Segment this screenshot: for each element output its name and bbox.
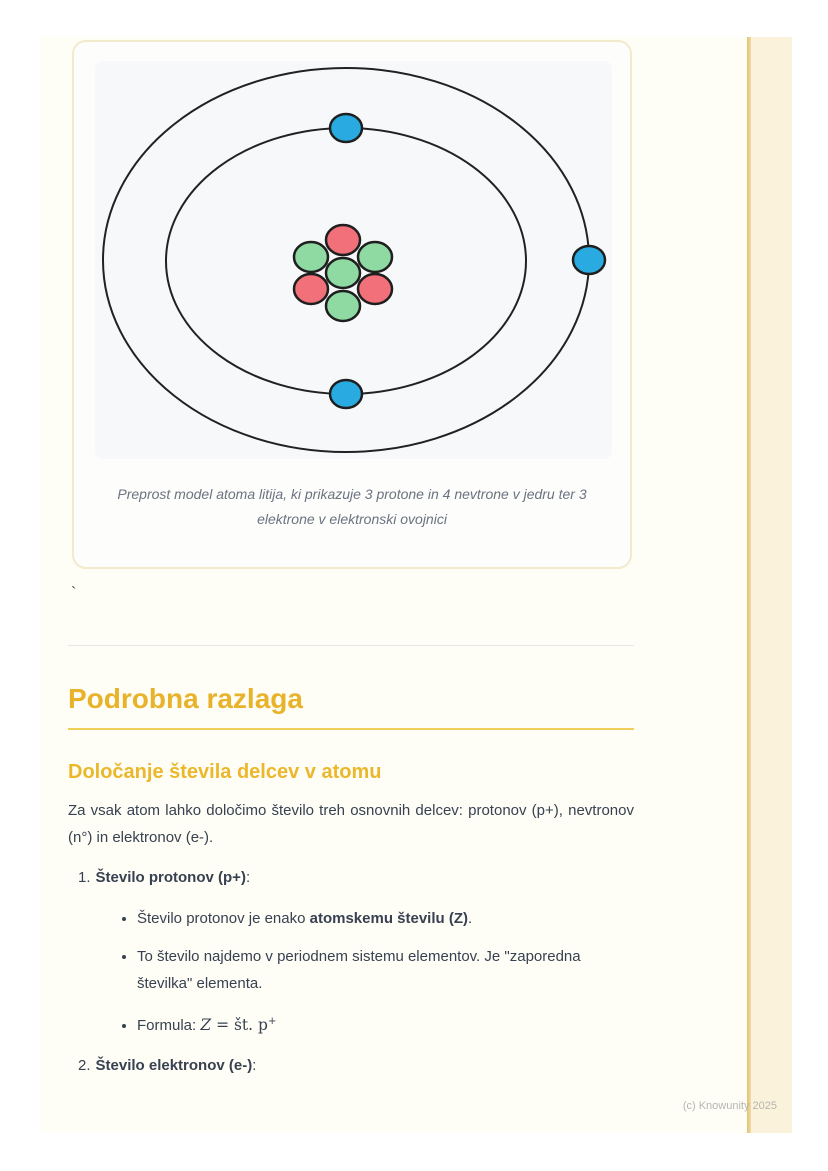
proton-particle — [326, 225, 360, 255]
page-right-margin-strip — [751, 37, 792, 1133]
list-item-electrons — [78, 1054, 634, 1078]
neutron-particle — [358, 242, 392, 272]
copyright-watermark: (c) Knowunity 2025 — [682, 1100, 777, 1112]
electron-particle — [330, 114, 362, 142]
list-item-colon: : — [252, 1057, 257, 1075]
electron-particle — [330, 380, 362, 408]
bullet-formula — [137, 1008, 598, 1039]
protons-bullet-list — [68, 905, 598, 1039]
document-page — [40, 37, 792, 1133]
atom-svg — [95, 61, 612, 459]
bullet-bold-text: atomskemu številu (Z) — [309, 910, 468, 927]
list-item-protons — [78, 866, 634, 890]
particle-count-list — [68, 866, 634, 1078]
section-divider — [68, 645, 634, 646]
list-item-number: 1. — [78, 869, 91, 886]
formula-math — [200, 1016, 276, 1034]
neutron-particle — [326, 291, 360, 321]
lithium-atom-diagram — [95, 61, 612, 459]
atom-figure-card[interactable] — [72, 40, 632, 569]
stray-backtick-text: ` — [71, 585, 77, 602]
bullet-text-end: . — [468, 910, 473, 927]
figure-caption: Preprost model atoma litija, ki prikazuje 3 protone in 4 nevtrone v jedru ter 3 elektrone v elektronski ovojnici — [117, 486, 587, 527]
electron-particle — [573, 246, 605, 274]
section-subheading: Določanje števila delcev v atomu — [68, 761, 382, 783]
intro-paragraph: Za vsak atom lahko določimo število treh osnovnih delcev: protonov (p+), nevtronov (n°) in elektronov (e-). — [68, 802, 634, 846]
proton-particle — [358, 274, 392, 304]
list-item-title: Število elektronov (e-) — [95, 1057, 253, 1075]
proton-particle — [294, 274, 328, 304]
section-heading: Podrobna razlaga — [68, 682, 634, 730]
bullet-periodic-table — [137, 943, 598, 997]
formula-label: Formula: — [137, 1017, 201, 1035]
bullet-text: Število protonov je enako — [137, 910, 310, 927]
neutron-particle — [294, 242, 328, 272]
formula-variable: Z — [200, 1016, 212, 1035]
neutron-particle — [326, 258, 360, 288]
list-item-title: Število protonov (p+) — [95, 869, 246, 886]
bullet-text: To število najdemo v periodnem sistemu elementov. Je "zaporedna številka" elementa. — [137, 948, 581, 992]
bullet-atomic-number — [137, 905, 598, 932]
formula-superscript: + — [267, 1016, 277, 1027]
formula-body: = št. p — [211, 1016, 268, 1035]
list-item-colon: : — [245, 869, 251, 886]
list-item-number: 2. — [78, 1057, 91, 1075]
